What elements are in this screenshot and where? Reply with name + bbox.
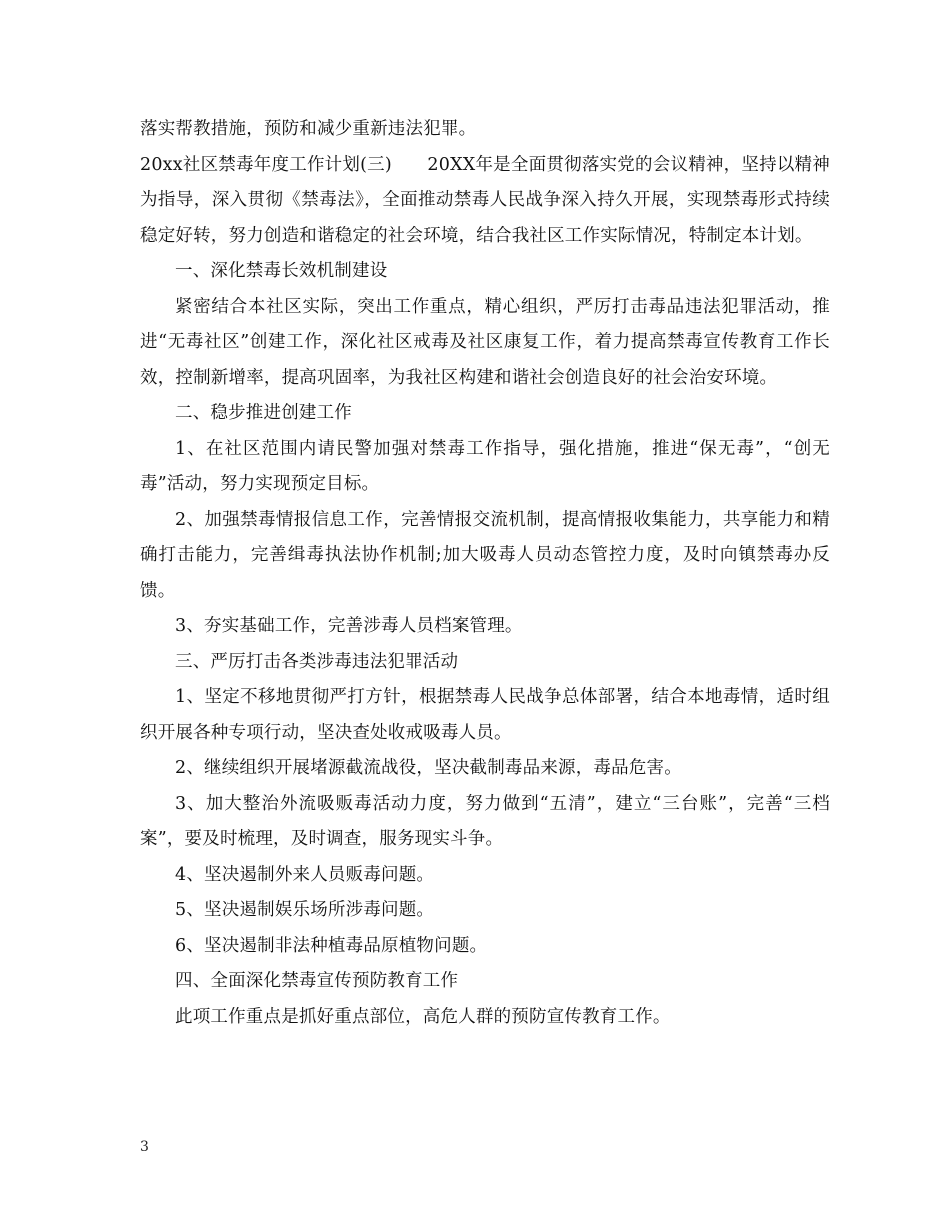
- list-item: 5、坚决遏制娱乐场所涉毒问题。: [175, 900, 435, 920]
- list-item: 2、继续组织开展堵源截流战役，坚决截制毒品来源，毒品危害。: [175, 758, 682, 778]
- paragraph: 此项工作重点是抓好重点部位，高危人群的预防宣传教育工作。: [175, 1006, 671, 1027]
- list-item: 6、坚决遏制非法种植毒品原植物问题。: [175, 935, 488, 956]
- paragraph: 20xx社区禁毒年度工作计划(三) 20XX年是全面贯彻落实党的会议精神，坚持以精神为指导，深入贯彻《禁毒法》，全面推动禁毒人民战争深入持久开展，实现禁毒形式持续稳定好转，努力创造和谐稳定的社会环境，结合我社区工作实际情况，特制定本计划。: [140, 154, 830, 246]
- section-heading: 三、严厉打击各类涉毒违法犯罪活动: [175, 651, 459, 672]
- page-number: 3: [140, 1139, 149, 1155]
- list-item: 2、加强禁毒情报信息工作，完善情报交流机制，提高情报收集能力，共享能力和精确打击能力，完善缉毒执法协作机制;加大吸毒人员动态管控力度，及时向镇禁毒办反馈。: [140, 509, 830, 601]
- section-heading: 四、全面深化禁毒宣传预防教育工作: [175, 971, 459, 991]
- section-heading: 二、稳步推进创建工作: [175, 403, 352, 423]
- list-item: 3、加大整治外流吸贩毒活动力度，努力做到“五清”，建立“三台账”，完善“三档案”，要及时梳理，及时调查，服务现实斗争。: [140, 793, 830, 849]
- document-body: [140, 112, 830, 1035]
- section-heading: 一、深化禁毒长效机制建设: [175, 261, 388, 281]
- list-item: 3、夯实基础工作，完善涉毒人员档案管理。: [175, 616, 523, 636]
- list-item: 1、在社区范围内请民警加强对禁毒工作指导，强化措施，推进“保无毒”，“创无毒”活动，努力实现预定目标。: [140, 438, 830, 494]
- paragraph: 紧密结合本社区实际，突出工作重点，精心组织，严厉打击毒品违法犯罪活动，推进“无毒社区”创建工作，深化社区戒毒及社区康复工作，着力提高禁毒宣传教育工作长效，控制新增率，提高巩固率，为我社区构建和谐社会创造良好的社会治安环境。: [140, 296, 830, 388]
- list-item: 4、坚决遏制外来人员贩毒问题。: [175, 864, 435, 885]
- list-item: 1、坚定不移地贯彻严打方针，根据禁毒人民战争总体部署，结合本地毒情，适时组织开展各种专项行动，坚决查处收戒吸毒人员。: [140, 687, 830, 743]
- paragraph: 落实帮教措施，预防和减少重新违法犯罪。: [140, 119, 477, 139]
